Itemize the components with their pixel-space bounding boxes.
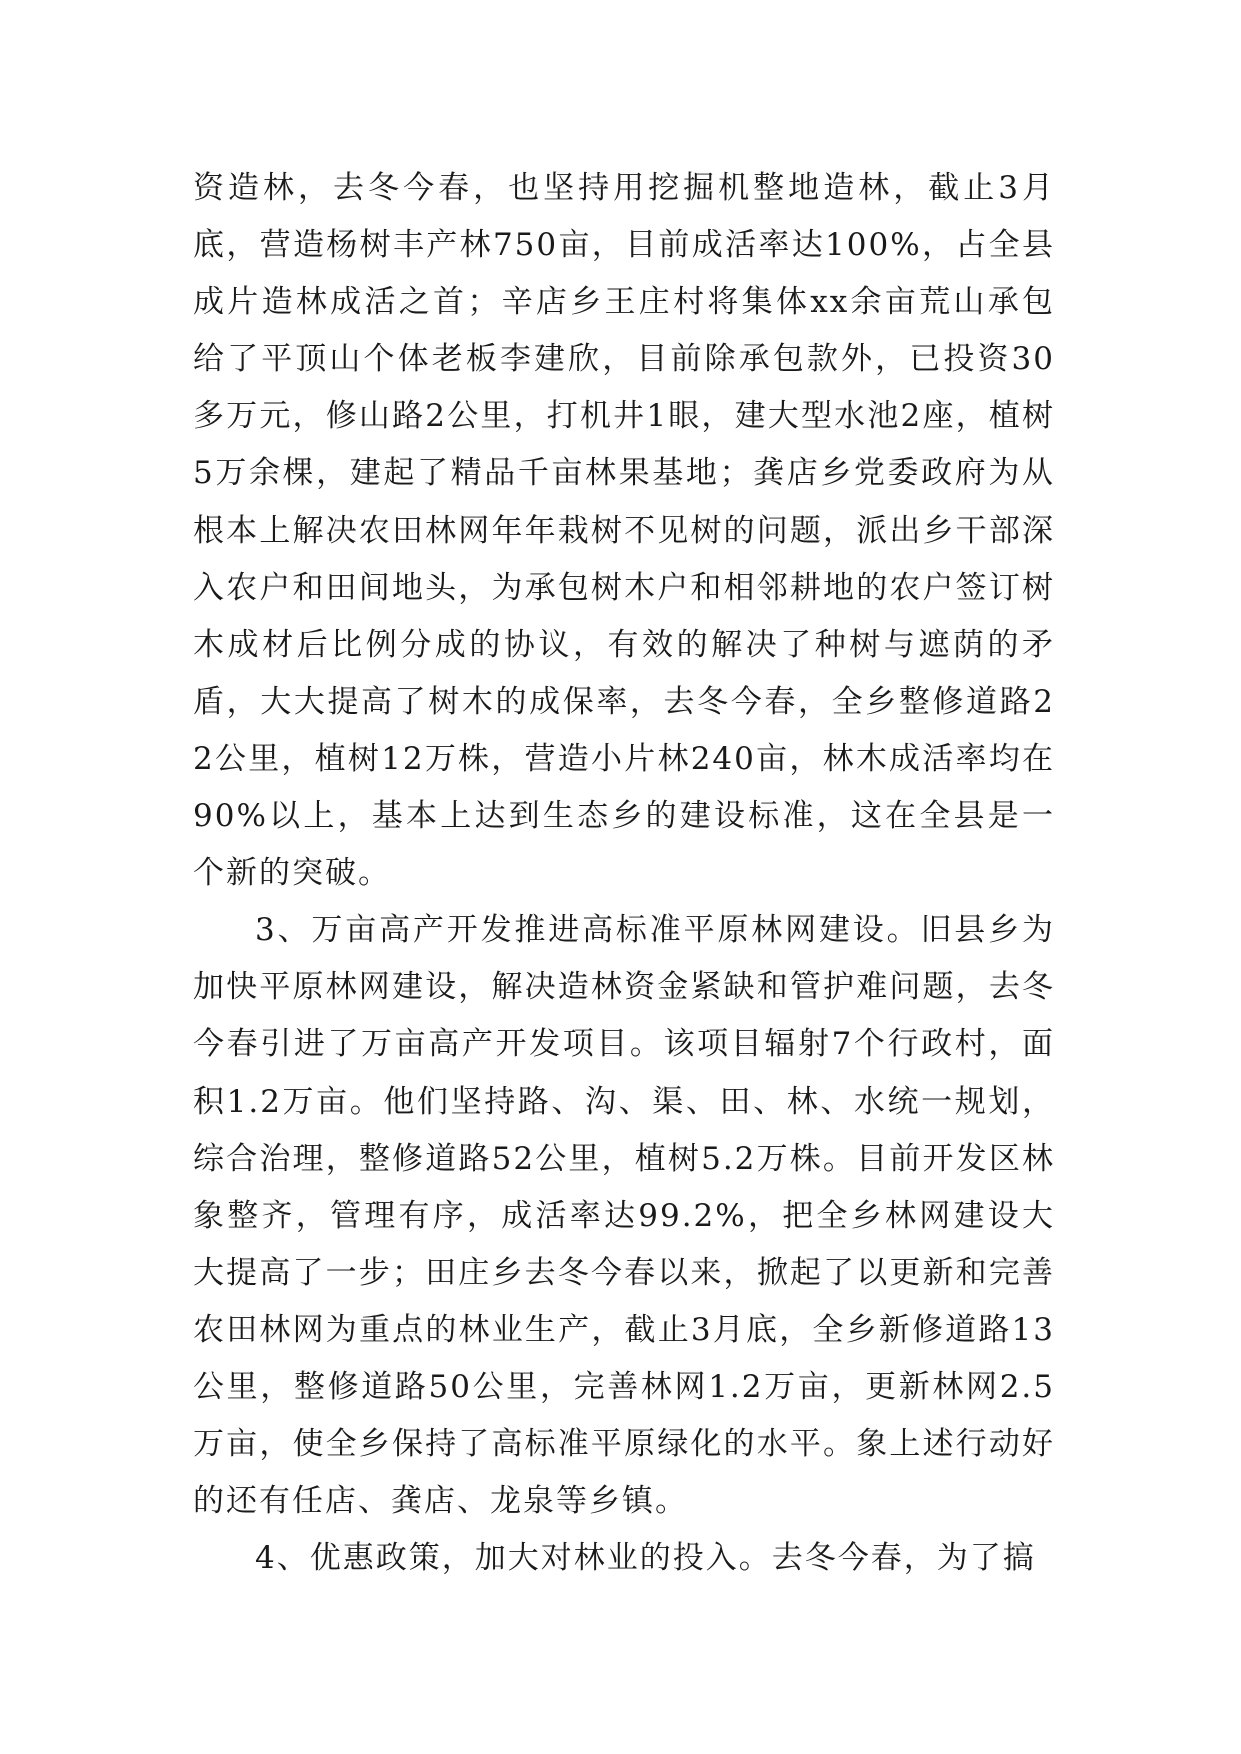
paragraph-section-3: 3、万亩高产开发推进高标准平原林网建设。旧县乡为加快平原林网建设，解决造林资金紧缺和管护难问题，去冬今春引进了万亩高产开发项目。该项目辐射7个行政村，面积1.2万亩。他们坚持路、沟、渠、田、林、水统一规划，综合治理，整修道路52公里，植树5.2万株。目前开发区林象整齐，管理有序，成活率达99.2%，把全乡林网建设大大提高了一步；田庄乡去冬今春以来，掀起了以更新和完善农田林网为重点的林业生产，截止3月底，全乡新修道路13公里，整修道路50公里，完善林网1.2万亩，更新林网2.5万亩，使全乡保持了高标准平原绿化的水平。象上述行动好的还有任店、龚店、龙泉等乡镇。 [193, 912, 1055, 1520]
paragraph-continuation: 资造林，去冬今春，也坚持用挖掘机整地造林，截止3月底，营造杨树丰产林750亩，目前成活率达100%，占全县成片造林成活之首；辛店乡王庄村将集体xx余亩荒山承包给了平顶山个体老板李建欣，目前除承包款外，已投资30多万元，修山路2公里，打机井1眼，建大型水池2座，植树5万余棵，建起了精品千亩林果基地；龚店乡党委政府为从根本上解决农田林网年年栽树不见树的问题，派出乡干部深入农户和田间地头，为承包树木户和相邻耕地的农户签订树木成材后比例分成的协议，有效的解决了种树与遮荫的矛盾，大大提高了树木的成保率，去冬今春，全乡整修道路22公里，植树12万株，营造小片林240亩，林木成活率均在90%以上，基本上达到生态乡的建设标准，这在全县是一个新的突破。 [193, 170, 1055, 892]
paragraph-section-4: 4、优惠政策，加大对林业的投入。去冬今春，为了搞 [255, 1540, 1036, 1577]
document-body [193, 160, 1055, 1587]
